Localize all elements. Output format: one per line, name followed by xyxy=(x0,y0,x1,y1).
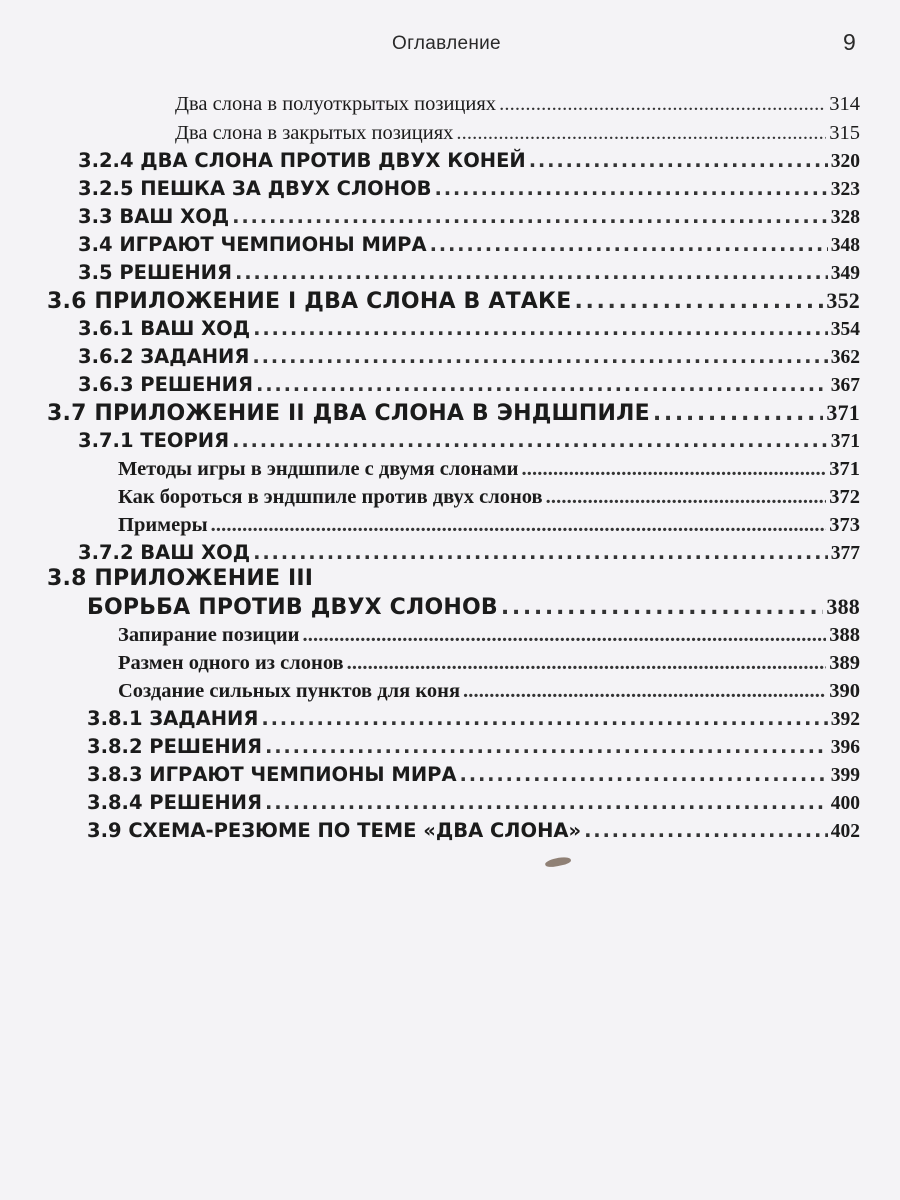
running-header xyxy=(0,29,900,59)
toc-entry xyxy=(47,287,860,316)
toc-entry-label: 3.5 РЕШЕНИЯ xyxy=(78,261,233,284)
toc-entry-label: Методы игры в эндшпиле с двумя слонами xyxy=(118,458,519,480)
toc-entry-label: 3.2.5 ПЕШКА ЗА ДВУХ СЛОНОВ xyxy=(78,177,432,200)
toc-entry xyxy=(78,539,860,568)
toc-entry-label: Два слона в закрытых позициях xyxy=(175,122,454,144)
toc-entry-label: Размен одного из слонов xyxy=(118,652,344,674)
toc-leader-dots xyxy=(529,147,828,175)
toc-leader-dots xyxy=(430,231,828,259)
toc-entry-label: 3.6 ПРИЛОЖЕНИЕ I ДВА СЛОНА В АТАКЕ xyxy=(47,289,572,314)
toc-entry xyxy=(118,677,860,705)
toc-entry xyxy=(87,789,860,818)
toc-entry xyxy=(78,259,860,288)
toc-entry xyxy=(175,119,860,147)
toc-leader-dots xyxy=(463,677,826,705)
toc-entry-page: 349 xyxy=(830,263,860,284)
toc-entry xyxy=(78,147,860,176)
toc-entry-label: 3.8.2 РЕШЕНИЯ xyxy=(87,735,262,758)
toc-entry xyxy=(78,427,860,456)
toc-entry-page: 372 xyxy=(829,486,860,508)
toc-leader-dots xyxy=(235,259,828,287)
toc-entry-label: Запирание позиции xyxy=(118,624,300,646)
toc-entry xyxy=(118,649,860,677)
paper-smudge xyxy=(544,855,571,868)
toc-entry xyxy=(78,315,860,344)
toc-entry-label: 3.6.3 РЕШЕНИЯ xyxy=(78,373,253,396)
toc-entry xyxy=(118,483,860,511)
toc-leader-dots xyxy=(653,400,824,428)
toc-entry-page: 320 xyxy=(830,151,860,172)
toc-entry-page: 323 xyxy=(830,179,860,200)
toc-entry xyxy=(175,90,860,118)
toc-entry-page: 389 xyxy=(829,652,860,674)
toc-leader-dots xyxy=(265,789,828,817)
toc-entry-label: 3.8.4 РЕШЕНИЯ xyxy=(87,791,262,814)
toc-leader-dots xyxy=(501,594,824,622)
toc-entry-page: 371 xyxy=(829,458,860,480)
toc-entry xyxy=(78,203,860,232)
toc-leader-dots xyxy=(347,649,827,677)
page-number: 9 xyxy=(843,29,856,55)
toc-entry-page: 328 xyxy=(830,207,860,228)
toc-entry xyxy=(78,343,860,372)
toc-entry-label: 3.3 ВАШ ХОД xyxy=(78,205,230,228)
toc-entry-label: 3.2.4 ДВА СЛОНА ПРОТИВ ДВУХ КОНЕЙ xyxy=(78,149,526,172)
toc-entry-label: 3.7.1 ТЕОРИЯ xyxy=(78,429,230,452)
toc-entry-page: 388 xyxy=(829,624,860,646)
running-header-title: Оглавление xyxy=(392,33,501,54)
toc-entry-page: 362 xyxy=(830,347,860,368)
toc-entry xyxy=(78,371,860,400)
toc-entry xyxy=(118,621,860,649)
toc-leader-dots xyxy=(252,343,827,371)
toc-entry-label: 3.6.1 ВАШ ХОД xyxy=(78,317,251,340)
toc-entry-label: 3.4 ИГРАЮТ ЧЕМПИОНЫ МИРА xyxy=(78,233,427,256)
toc-entry xyxy=(118,511,860,539)
toc-entry-label: Создание сильных пунктов для коня xyxy=(118,680,461,702)
toc-entry-page: 354 xyxy=(830,319,860,340)
toc-entry xyxy=(118,455,860,483)
toc-entry-label: 3.6.2 ЗАДАНИЯ xyxy=(78,345,250,368)
toc-leader-dots xyxy=(265,733,828,761)
toc-entry-page: 399 xyxy=(830,765,860,786)
toc-leader-dots xyxy=(253,315,828,343)
toc-leader-dots xyxy=(232,203,828,231)
toc-entry-page: 388 xyxy=(826,594,860,619)
toc-entry-page: 390 xyxy=(829,680,860,702)
toc-entry xyxy=(87,593,860,622)
toc-entry-label: 3.7.2 ВАШ ХОД xyxy=(78,541,251,564)
toc-entry xyxy=(87,733,860,762)
toc-entry xyxy=(87,705,860,734)
toc-entry-page: 396 xyxy=(830,737,860,758)
toc-entry xyxy=(47,399,860,428)
toc-entry-page: 392 xyxy=(830,709,860,730)
toc-leader-dots xyxy=(253,539,828,567)
toc-leader-dots xyxy=(546,483,827,511)
toc-leader-dots xyxy=(435,175,828,203)
toc-entry-page: 315 xyxy=(829,122,860,144)
toc-leader-dots xyxy=(261,705,827,733)
toc-entry-label: Как бороться в эндшпиле против двух слонов xyxy=(118,486,543,508)
toc-entry-label: Два слона в полуоткрытых позициях xyxy=(175,93,497,115)
toc-entry xyxy=(87,761,860,790)
toc-leader-dots xyxy=(584,817,828,845)
toc-entry xyxy=(78,231,860,260)
toc-leader-dots xyxy=(460,761,828,789)
toc-entry-page: 348 xyxy=(830,235,860,256)
toc-leader-dots xyxy=(211,511,827,539)
toc-entry-label: БОРЬБА ПРОТИВ ДВУХ СЛОНОВ xyxy=(87,595,498,620)
toc-leader-dots xyxy=(499,90,826,118)
toc-entry xyxy=(87,817,860,846)
toc-entry-page: 402 xyxy=(830,821,860,842)
toc-entry-page: 371 xyxy=(826,400,860,425)
toc-entry-label: 3.8.1 ЗАДАНИЯ xyxy=(87,707,259,730)
toc-entry-page: 371 xyxy=(830,431,860,452)
toc-entry-label: 3.7 ПРИЛОЖЕНИЕ II ДВА СЛОНА В ЭНДШПИЛЕ xyxy=(47,401,650,426)
toc-section-heading: 3.8 ПРИЛОЖЕНИЕ III xyxy=(47,566,314,591)
toc-entry-page: 400 xyxy=(830,793,860,814)
toc-entry-page: 377 xyxy=(830,543,860,564)
toc-entry-label: 3.9 СХЕМА-РЕЗЮМЕ ПО ТЕМЕ «ДВА СЛОНА» xyxy=(87,819,582,842)
toc-leader-dots xyxy=(256,371,828,399)
toc-entry-page: 314 xyxy=(829,93,860,115)
toc-leader-dots xyxy=(302,621,826,649)
toc-leader-dots xyxy=(522,455,827,483)
toc-entry-label: 3.8.3 ИГРАЮТ ЧЕМПИОНЫ МИРА xyxy=(87,763,457,786)
toc-leader-dots xyxy=(232,427,828,455)
toc-leader-dots xyxy=(456,119,826,147)
toc-entry-page: 352 xyxy=(826,288,860,313)
toc-entry-page: 373 xyxy=(829,514,860,536)
toc-entry xyxy=(78,175,860,204)
toc-entry-label: Примеры xyxy=(118,514,208,536)
toc-entry-page: 367 xyxy=(830,375,860,396)
toc-leader-dots xyxy=(574,288,823,316)
